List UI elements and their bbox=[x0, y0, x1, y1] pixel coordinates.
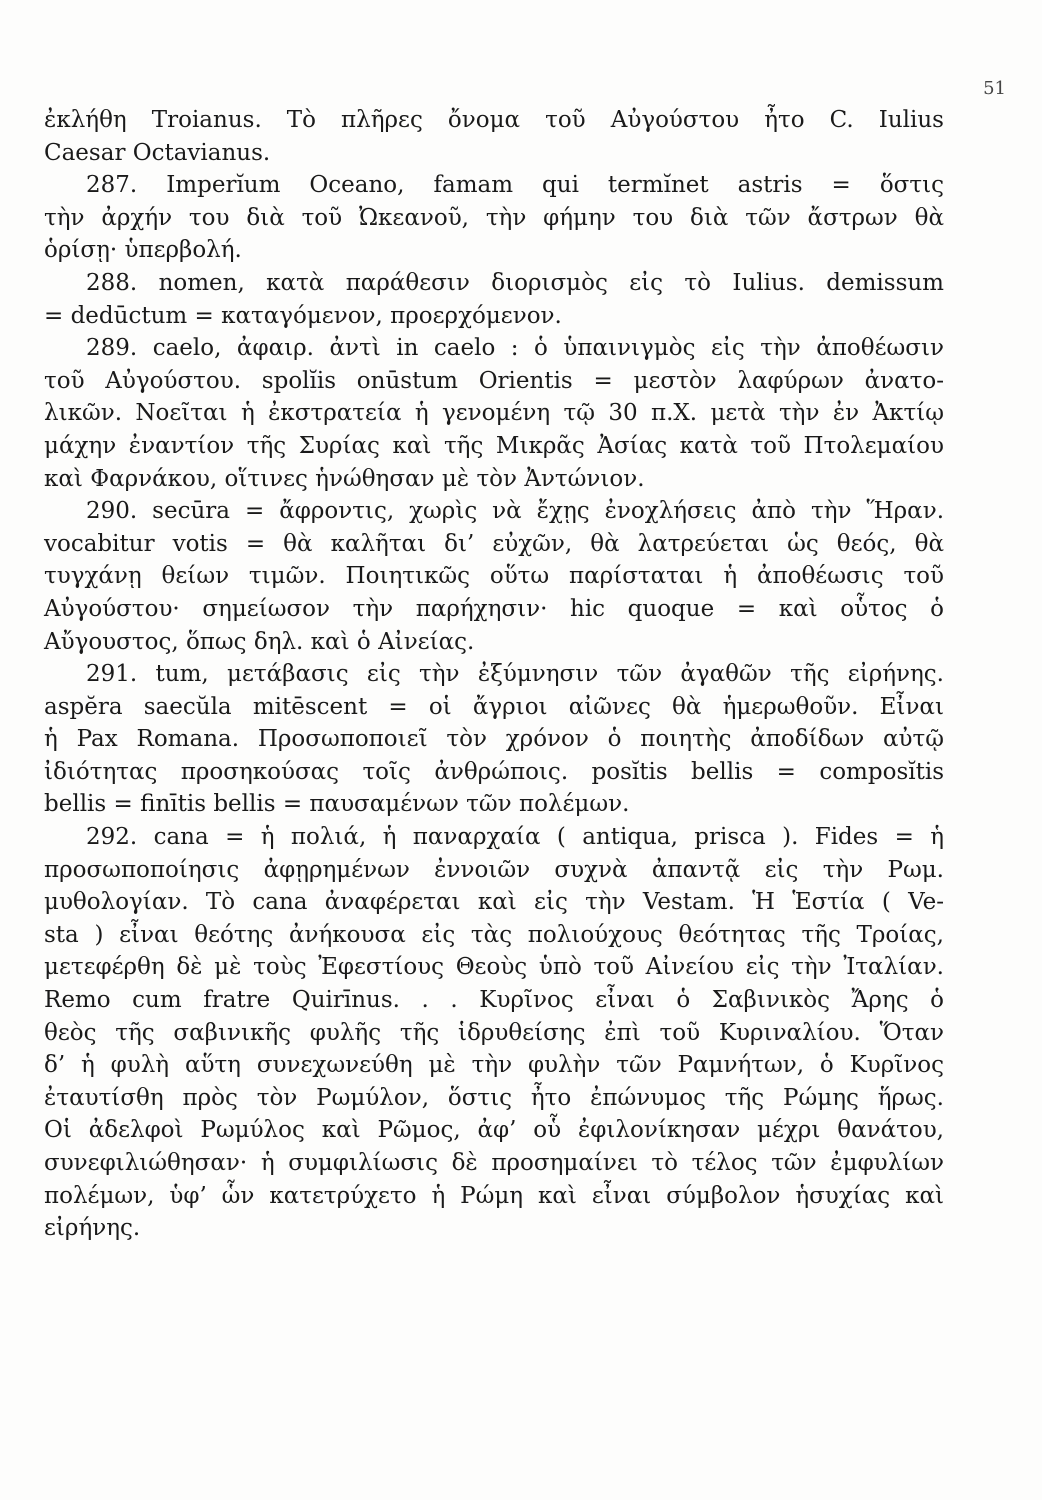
text-line: μάχην ἐναντίον τῆς Συρίας καὶ τῆς Μικρᾶς Ἀσίας κατὰ τοῦ Πτολεμαίου bbox=[44, 432, 944, 459]
text-line: 291. tum, μετάβασις εἰς τὴν ἐξύμνησιν τῶν ἀγαθῶν τῆς εἰρήνης. bbox=[86, 661, 944, 688]
text-line: 292. cana = ἡ πολιά, ἡ παναρχαία ( antiqua, prisca ). Fides = ἡ bbox=[86, 824, 944, 851]
text-line: δ’ ἡ φυλὴ αὕτη συνεχωνεύθη μὲ τὴν φυλὴν τῶν Ραμνήτων, ὁ Κυρῖνος bbox=[44, 1052, 944, 1079]
text-line: Caesar Octavianus. bbox=[44, 139, 271, 166]
text-line: aspĕra saecŭla mitēscent = οἱ ἄγριοι αἰῶνες θὰ ἡμερωθοῦν. Εἶναι bbox=[44, 693, 944, 720]
text-line: μετεφέρθη δὲ μὲ τοὺς Ἐφεστίους Θεοὺς ὑπὸ τοῦ Αἰνείου εἰς τὴν Ἰταλίαν. bbox=[44, 954, 944, 981]
text-line: προσωποποίησις ἀφῃρημένων ἐννοιῶν συχνὰ ἀπαντᾷ εἰς τὴν Ρωμ. bbox=[44, 856, 944, 883]
text-line: = dedūctum = καταγόμενον, προερχόμενον. bbox=[44, 302, 562, 329]
commentary-text bbox=[44, 104, 944, 1245]
text-line: συνεφιλιώθησαν· ἡ συμφιλίωσις δὲ προσημαίνει τὸ τέλος τῶν ἐμφυλίων bbox=[44, 1150, 944, 1176]
text-line: πολέμων, ὑφ’ ὧν κατετρύχετο ἡ Ρώμη καὶ εἶναι σύμβολον ἡσυχίας καὶ bbox=[44, 1182, 944, 1209]
text-line: Αὐγούστου· σημείωσον τὴν παρήχησιν· hic quoque = καὶ οὗτος ὁ bbox=[44, 595, 944, 622]
text-line: καὶ Φαρνάκου, οἵτινες ἡνώθησαν μὲ τὸν Ἀντώνιον. bbox=[44, 465, 645, 492]
text-line: ἡ Pax Romana. Προσωποποιεῖ τὸν χρόνον ὁ ποιητὴς ἀποδίδων αὐτῷ bbox=[44, 726, 944, 753]
text-line: τοῦ Αὐγούστου. spolĭis onūstum Orientis = μεστὸν λαφύρων ἀνατο- bbox=[44, 367, 944, 394]
text-line: 289. caelo, ἀφαιρ. ἀντὶ in caelo : ὁ ὑπαινιγμὸς εἰς τὴν ἀποθέωσιν bbox=[86, 335, 944, 362]
text-line: εἰρήνης. bbox=[44, 1215, 141, 1242]
page-number: 51 bbox=[983, 78, 1006, 99]
text-line: ἐκλήθη Troianus. Τὸ πλῆρες ὄνομα τοῦ Αὐγούστου ἦτο C. Iulius bbox=[44, 107, 944, 133]
text-line: ἰδιότητας προσηκούσας τοῖς ἀνθρώποις. posĭtis bellis = composĭtis bbox=[44, 758, 944, 785]
text-line: τυγχάνῃ θείων τιμῶν. Ποιητικῶς οὕτω παρίσταται ἡ ἀποθέωσις τοῦ bbox=[44, 563, 944, 590]
text-line: Οἱ ἀδελφοὶ Ρωμύλος καὶ Ρῶμος, ἀφ’ οὗ ἐφιλονίκησαν μέχρι θανάτου, bbox=[44, 1117, 944, 1144]
text-line: τὴν ἀρχήν του διὰ τοῦ Ὠκεανοῦ, τὴν φήμην του διὰ τῶν ἄστρων θὰ bbox=[44, 204, 944, 231]
text-line: Αὔγουστος, ὅπως δηλ. καὶ ὁ Αἰνείας. bbox=[44, 628, 475, 655]
text-line: Remo cum fratre Quirīnus. . . Κυρῖνος εἶναι ὁ Σαβινικὸς Ἄρης ὁ bbox=[44, 987, 944, 1014]
text-line: ἐταυτίσθη πρὸς τὸν Ρωμύλον, ὅστις ἦτο ἐπώνυμος τῆς Ρώμης ἥρως. bbox=[44, 1084, 944, 1111]
text-line: μυθολογίαν. Τὸ cana ἀναφέρεται καὶ εἰς τὴν Vestam. Ἡ Ἑστία ( Ve- bbox=[44, 889, 944, 916]
text-line: bellis = finītis bellis = παυσαμένων τῶν πολέμων. bbox=[44, 791, 630, 818]
text-line: 290. secūra = ἄφροντις, χωρὶς νὰ ἔχῃς ἐνοχλήσεις ἀπὸ τὴν Ἥραν. bbox=[86, 498, 944, 525]
text-line: λικῶν. Νοεῖται ἡ ἐκστρατεία ἡ γενομένη τῷ 30 π.Χ. μετὰ τὴν ἐν Ἀκτίῳ bbox=[44, 400, 944, 427]
text-line: 288. nomen, κατὰ παράθεσιν διορισμὸς εἰς τὸ Iulius. demissum bbox=[86, 269, 944, 296]
text-line: sta ) εἶναι θεότης ἀνήκουσα εἰς τὰς πολιούχους θεότητας τῆς Τροίας, bbox=[44, 921, 944, 948]
text-line: vocabitur votis = θὰ καλῆται δι’ εὐχῶν, θὰ λατρεύεται ὡς θεός, θὰ bbox=[44, 530, 944, 557]
text-line: 287. Imperĭum Oceano, famam qui termĭnet astris = ὅστις bbox=[86, 172, 944, 199]
text-line: ὁρίσῃ· ὑπερβολή. bbox=[44, 237, 242, 264]
text-line: θεὸς τῆς σαβινικῆς φυλῆς τῆς ἱδρυθείσης ἐπὶ τοῦ Κυριναλίου. Ὅταν bbox=[44, 1019, 944, 1046]
